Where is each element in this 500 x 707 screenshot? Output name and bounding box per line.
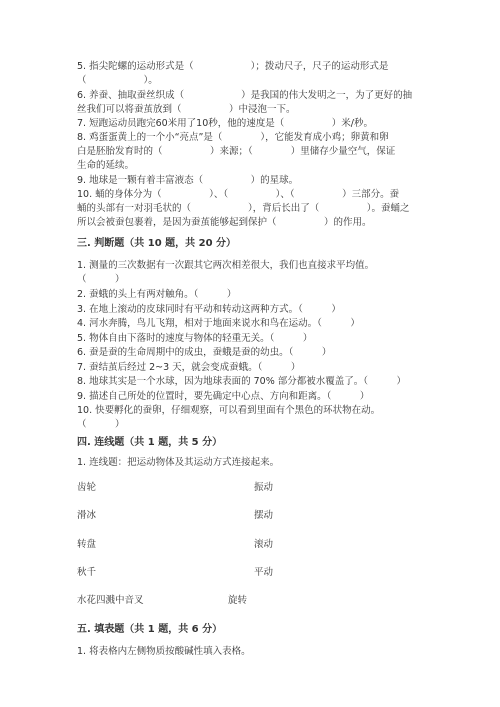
question-line: 9. 描述自己所处的位置时，要先确定中心点、方向和距离。（ ） (77, 391, 370, 402)
fill-blank-line: 蛹的头部有一对羽毛状的（ ），背后长出了（ ）。蚕蛹之 (77, 203, 410, 214)
question-line: 8. 地球其实是一个水球，因为地球表面的 70% 部分都被水覆盖了。（ ） (77, 376, 406, 387)
match-left-item: 转盘 (77, 539, 97, 550)
question-line: 6. 蚕是蚕的生命周期中的成虫，蚕蛾是蚕的幼虫。（ ） (77, 347, 332, 358)
question-line: （ ） (77, 419, 125, 430)
section-heading-matching: 四. 连线题（共 1 题，共 5 分） (77, 437, 223, 448)
section-heading-table: 五. 填表题（共 1 题，共 6 分） (77, 624, 223, 635)
match-right-item: 振动 (254, 482, 274, 493)
fill-blank-line: 6. 养蚕、抽取蚕丝织成（ ）是我国的伟大发明之一，为了更好的抽 (77, 90, 413, 101)
match-left-item: 水花四溅中音叉 (77, 595, 144, 606)
fill-blank-line: 生命的延续。 (77, 160, 135, 171)
match-right-item: 旋转 (228, 595, 248, 606)
match-left-item: 秋千 (77, 567, 97, 578)
question-line: （ ） (77, 274, 125, 285)
match-left-item: 滑冰 (77, 510, 97, 521)
table-instruction: 1. 将表格内左侧物质按酸碱性填入表格。 (77, 646, 251, 657)
question-line: 5. 物体自由下落时的速度与物体的轻重无关。（ ） (77, 333, 313, 344)
question-line: 1. 测量的三次数据有一次跟其它两次相差很大，我们也直接求平均值。 (77, 260, 375, 271)
section-heading-judgement: 三. 判断题（共 10 题，共 20 分） (77, 238, 237, 249)
question-line: 4. 河水奔腾，鸟儿飞翔，相对于地面来说水和鸟在运动。（ ） (77, 318, 360, 329)
match-left-item: 齿轮 (77, 482, 97, 493)
match-right-item: 平动 (254, 567, 274, 578)
question-line: 10. 快要孵化的蚕卵，仔细观察，可以看到里面有个黑色的环状物在动。 (77, 405, 381, 416)
fill-blank-line: 7. 短跑运动员跑完60米用了10秒，他的速度是（ ）米/秒。 (77, 118, 373, 129)
fill-blank-line: 白是胚胎发育时的（ ）来源；（ ）里储存少量空气，保证 (77, 146, 396, 157)
fill-blank-line: 所以会被蚕包裹着，是因为蚕茧能够起到保护（ ）的作用。 (77, 217, 372, 228)
fill-blank-line: 5. 指尖陀螺的运动形式是（ ）；拨动尺子，尺子的运动形式是 (77, 61, 389, 72)
fill-blank-line: 丝我们可以将蚕茧放到（ ）中浸泡一下。 (77, 104, 296, 115)
fill-blank-line: 8. 鸡蛋蛋黄上的一个小“亮点”是（ ），它能发育成小鸡；卵黄和卵 (77, 132, 389, 143)
match-right-item: 摆动 (254, 510, 274, 521)
match-right-item: 滚动 (254, 539, 274, 550)
fill-blank-line: 9. 地球是一颗有着丰富液态（ ）的星球。 (77, 175, 299, 186)
question-line: 7. 蚕结茧后经过 2~3 天，就会变成蚕蛾。（ ） (77, 362, 301, 373)
question-line: 2. 蚕蛾的头上有两对触角。（ ） (77, 289, 237, 300)
fill-blank-line: 10. 蛹的身体分为（ ）、（ ）、（ ）三部分。蚕 (77, 189, 400, 200)
matching-instruction: 1. 连线题：把运动物体及其运动方式连接起来。 (77, 457, 280, 468)
question-line: 3. 在地上滚动的皮球同时有平动和转动这两种方式。（ ） (77, 304, 341, 315)
fill-blank-line: （ ）。 (77, 75, 158, 86)
